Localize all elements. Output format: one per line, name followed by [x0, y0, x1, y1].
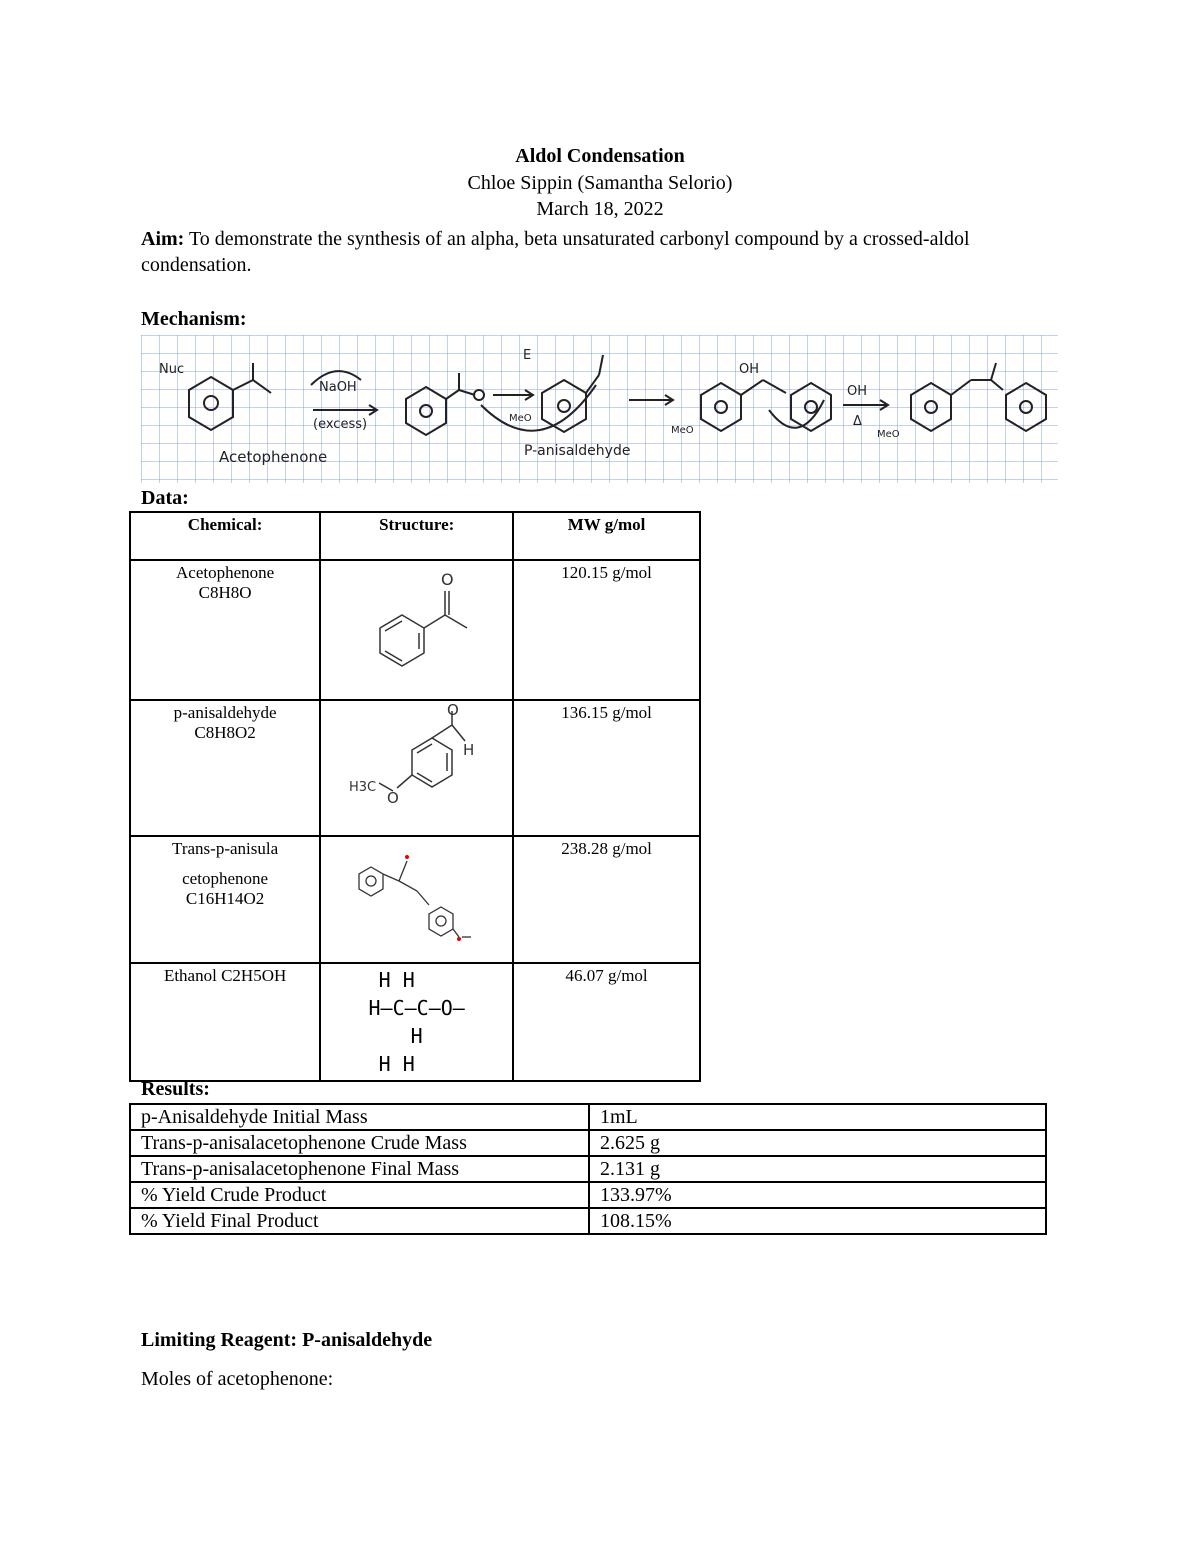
chemical-name: Ethanol C2H5OH — [163, 966, 287, 985]
mechanism-heading: Mechanism: — [141, 308, 247, 330]
ethanol-top-h: H H — [378, 968, 415, 992]
table-row — [130, 1130, 1046, 1156]
acetophenone-structure-icon — [347, 563, 487, 683]
mech-meo2-label: MeO — [671, 425, 694, 436]
results-heading: Results: — [141, 1078, 210, 1100]
result-label: % Yield Final Product — [130, 1208, 589, 1234]
chalcone-structure-icon — [347, 839, 487, 949]
oxygen-label: O — [446, 703, 459, 719]
table-row — [130, 1182, 1046, 1208]
mw-cell: 136.15 g/mol — [513, 700, 700, 836]
oxygen-label: O — [440, 570, 454, 589]
aim-paragraph — [141, 226, 1021, 278]
result-value: 2.131 g — [589, 1156, 1046, 1182]
table-header-row — [130, 512, 700, 560]
mech-nuc-label: Nuc — [159, 362, 185, 377]
chemical-name: Trans-p-anisula — [172, 839, 279, 858]
mw-cell: 46.07 g/mol — [513, 963, 700, 1081]
chemical-name: Acetophenone — [176, 563, 275, 582]
methyl-label: H3C — [348, 780, 376, 795]
mech-oh-label: OH — [739, 362, 760, 377]
structure-cell — [320, 700, 513, 836]
benzene-ring-icon — [911, 383, 951, 431]
table-row — [130, 963, 700, 1081]
mech-meo3-label: MeO — [877, 429, 900, 440]
table-row — [130, 1104, 1046, 1130]
table-row — [130, 836, 700, 963]
result-value: 2.625 g — [589, 1130, 1046, 1156]
ethanol-bottom-h: H H — [378, 1052, 415, 1076]
benzene-ring-icon — [1006, 383, 1046, 431]
col-mw: MW g/mol — [513, 512, 700, 560]
limiting-reagent-heading: Limiting Reagent: P-anisaldehyde — [141, 1329, 433, 1351]
mw-cell: 120.15 g/mol — [513, 560, 700, 700]
result-label: Trans-p-anisalacetophenone Crude Mass — [130, 1130, 589, 1156]
author-line: Chloe Sippin (Samantha Selorio) — [467, 172, 733, 194]
hydrogen-label: H — [462, 741, 474, 759]
result-value: 133.97% — [589, 1182, 1046, 1208]
chemical-name-cont: cetophenone — [182, 869, 269, 888]
ether-oxygen-label: O — [386, 789, 399, 807]
chemical-formula: C8H8O — [198, 583, 252, 602]
mech-reactant2-label: P-anisaldehyde — [524, 443, 631, 459]
ethanol-structure-icon — [325, 966, 508, 1078]
mech-reagent-label: NaOH — [319, 380, 357, 395]
mech-reagent-note: (excess) — [313, 417, 368, 432]
mechanism-svg — [141, 335, 1058, 483]
mw-cell: 238.28 g/mol — [513, 836, 700, 963]
chemical-name: p-anisaldehyde — [173, 703, 277, 722]
chemical-cell — [130, 963, 320, 1081]
table-row — [130, 700, 700, 836]
structure-cell — [320, 836, 513, 963]
mech-oh2-label: OH — [847, 384, 868, 399]
ethanol-chain: H–C–C–O–H — [368, 996, 465, 1048]
document-title: Aldol Condensation — [515, 145, 685, 167]
data-table — [129, 511, 701, 1082]
table-row — [130, 1156, 1046, 1182]
moles-acetophenone-label: Moles of acetophenone: — [141, 1368, 334, 1390]
col-structure: Structure: — [320, 512, 513, 560]
benzene-ring-icon — [189, 377, 233, 430]
chemical-cell — [130, 700, 320, 836]
benzene-ring-icon — [406, 387, 446, 435]
result-value: 108.15% — [589, 1208, 1046, 1234]
result-value: 1mL — [589, 1104, 1046, 1130]
chemical-formula: C16H14O2 — [185, 889, 265, 908]
result-label: % Yield Crude Product — [130, 1182, 589, 1208]
anisaldehyde-structure-icon — [347, 703, 487, 823]
mechanism-drawing — [141, 335, 1058, 483]
result-label: p-Anisaldehyde Initial Mass — [130, 1104, 589, 1130]
benzene-ring-icon — [791, 383, 831, 431]
date-line: March 18, 2022 — [536, 198, 664, 220]
chemical-cell — [130, 836, 320, 963]
result-label: Trans-p-anisalacetophenone Final Mass — [130, 1156, 589, 1182]
chemical-cell — [130, 560, 320, 700]
results-table — [129, 1103, 1047, 1235]
structure-cell — [320, 963, 513, 1081]
table-row — [130, 560, 700, 700]
mech-electrophile-label: E — [523, 348, 532, 363]
table-row — [130, 1208, 1046, 1234]
chemical-formula: C8H8O2 — [194, 723, 256, 742]
data-heading: Data: — [141, 487, 189, 509]
aim-label: Aim: — [141, 228, 185, 250]
benzene-ring-icon — [701, 383, 741, 431]
mech-meo-label: MeO — [509, 413, 532, 424]
mech-heat-label: Δ — [853, 414, 862, 429]
structure-cell — [320, 560, 513, 700]
col-chemical: Chemical: — [130, 512, 320, 560]
aim-text: To demonstrate the synthesis of an alpha, beta unsaturated carbonyl compound by a crossed-aldol condensation. — [141, 228, 970, 276]
mech-reactant1-label: Acetophenone — [219, 448, 328, 466]
